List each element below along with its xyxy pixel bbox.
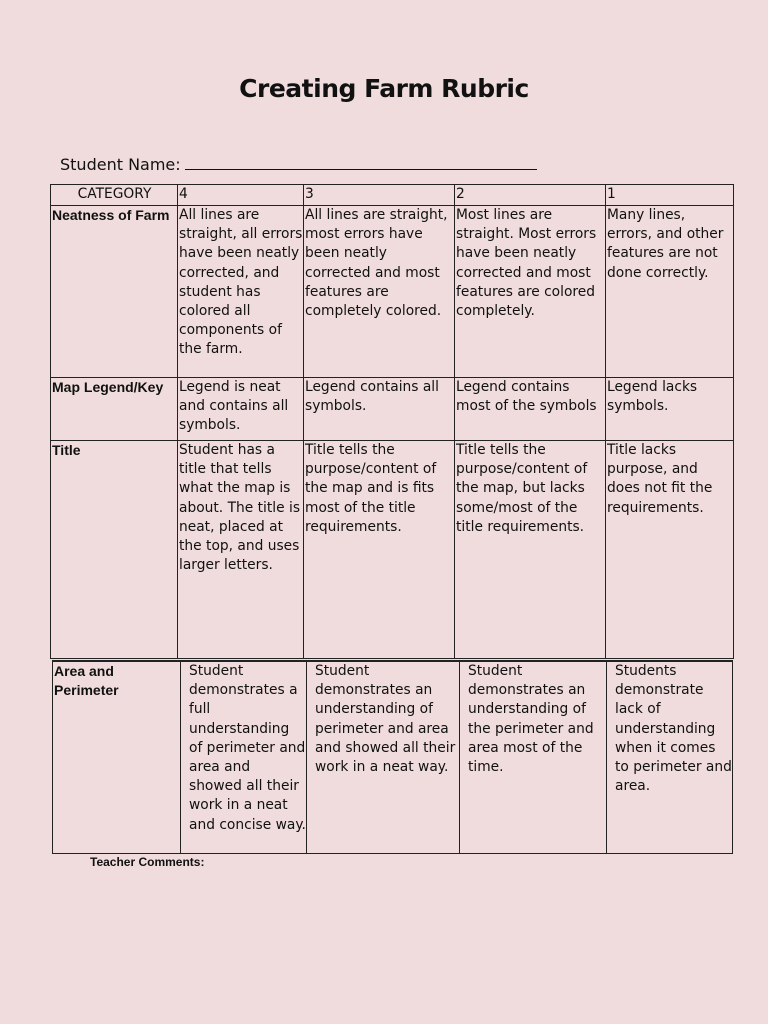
page-title: Creating Farm Rubric <box>239 74 529 103</box>
rubric-cell: All lines are straight, all errors have been neatly corrected, and student has colored all components of the farm. <box>178 206 304 378</box>
rubric-cell: All lines are straight, most errors have been neatly corrected and most features are completely colored. <box>304 206 455 378</box>
rubric-cell: Title lacks purpose, and does not fit the requirements. <box>606 441 734 659</box>
rubric-cell: Legend is neat and contains all symbols. <box>178 378 304 441</box>
rubric-cell: Student has a title that tells what the map is about. The title is neat, placed at the top, and uses larger letters. <box>178 441 304 659</box>
rubric-cell: Legend contains most of the symbols <box>455 378 606 441</box>
rubric-table <box>50 184 734 659</box>
row-category-label: Title <box>51 441 178 659</box>
student-name-field[interactable] <box>60 155 537 174</box>
rubric-cell: Many lines, errors, and other features are not done correctly. <box>606 206 734 378</box>
rubric-cell: Legend contains all symbols. <box>304 378 455 441</box>
rubric-cell: Title tells the purpose/content of the map and is fits most of the title requirements. <box>304 441 455 659</box>
score-header: 4 <box>178 185 304 206</box>
student-name-line[interactable] <box>185 155 537 170</box>
rubric-cell: Student demonstrates a full understanding of perimeter and area and showed all their work in a neat and concise way. <box>181 661 307 853</box>
row-category-label: Area and Perimeter <box>53 661 181 853</box>
rubric-cell: Students demonstrate lack of understanding when it comes to perimeter and area. <box>607 661 733 853</box>
score-header: 1 <box>606 185 734 206</box>
rubric-cell: Student demonstrates an understanding of the perimeter and area most of the time. <box>460 661 607 853</box>
rubric-row-neatness <box>51 206 734 378</box>
teacher-comments-label: Teacher Comments: <box>90 855 205 869</box>
rubric-cell: Legend lacks symbols. <box>606 378 734 441</box>
rubric-cell: Most lines are straight. Most errors have been neatly corrected and most features are colored completely. <box>455 206 606 378</box>
score-header: 3 <box>304 185 455 206</box>
row-category-label: Neatness of Farm <box>51 206 178 378</box>
rubric-row-legend <box>51 378 734 441</box>
category-header: CATEGORY <box>51 185 178 206</box>
rubric-cell: Title tells the purpose/content of the map, but lacks some/most of the title requirements. <box>455 441 606 659</box>
student-name-label: Student Name: <box>60 155 181 174</box>
rubric-row-area <box>53 661 733 853</box>
rubric-cell: Student demonstrates an understanding of perimeter and area and showed all their work in a neat way. <box>307 661 460 853</box>
rubric-table-area <box>52 660 733 854</box>
rubric-row-title <box>51 441 734 659</box>
score-header: 2 <box>455 185 606 206</box>
row-category-label: Map Legend/Key <box>51 378 178 441</box>
header-row <box>51 185 734 206</box>
